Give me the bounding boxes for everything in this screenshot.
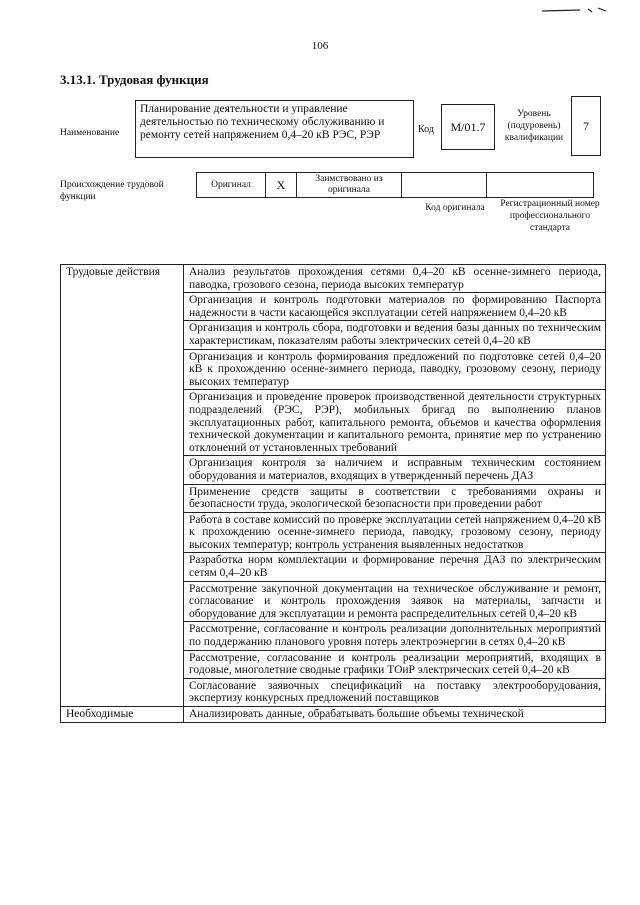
scan-corner-mark (540, 0, 610, 6)
skills-label: Необходимые (61, 707, 184, 723)
labor-action-row: Организация контроля за наличием и исправным техническим состоянием оборудования и материалов, входящих в утвержденный перечень ДАЗ (184, 456, 606, 484)
code-label: Код (418, 124, 434, 135)
labor-action-row: Согласование заявочных спецификаций на поставку электрооборудования, экспертизу конкурсных предложений поставщиков (184, 678, 606, 706)
labor-action-row: Рассмотрение, согласование и контроль реализации мероприятий, входящих в годовые, многолетние сводные графики ТОиР электрических сетей 0,4–20 кВ (184, 650, 606, 678)
original-mark-cell: X (266, 173, 297, 198)
skill-row: Анализировать данные, обрабатывать большие объемы технической (184, 707, 606, 723)
code-value-box: M/01.7 (441, 104, 495, 150)
labor-action-row: Работа в составе комиссий по проверке эксплуатации сетей напряжением 0,4–20 кВ к прохождению осенне-зимнего периода, паводку, грозовому сезону, периоду высоких температур; контроль устранения выявленных недостатков (184, 512, 606, 553)
name-label: Наименование (60, 128, 120, 138)
labor-action-row: Организация и контроль формирования предложений по подготовке сетей 0,4–20 кВ к прохождению осенне-зимнего периода, паводку, грозовому сезону, периоду высоких температур (184, 349, 606, 390)
original-code-cell (402, 173, 487, 198)
borrowed-cell: Заимствовано из оригинала (297, 173, 402, 198)
labor-action-row: Организация и проведение проверок производственной деятельности структурных подразделений (РЭС, РЭР), мобильных бригад по выполнению планов эксплуатационных работ, капитального ремонта, объемов и качества оформления технической документации и капитального ремонта, принятие мер по устранению отклонений от установленных требований (184, 390, 606, 456)
labor-action-row: Анализ результатов прохождения сетями 0,4–20 кВ осенне-зимнего периода, паводка, грозового сезона, периода высоких температур (184, 265, 606, 293)
labor-action-row: Разработка норм комплектации и формирование перечня ДАЗ по электрическим сетям 0,4–20 кВ (184, 553, 606, 581)
labor-action-row: Организация и контроль подготовки материалов по формированию Паспорта надежности в части касающейся эксплуатации сетей напряжением 0,4–20 кВ (184, 293, 606, 321)
origin-table (196, 172, 594, 198)
reg-number-cell (487, 173, 594, 198)
labor-action-row: Рассмотрение закупочной документации на техническое обслуживание и ремонт, согласование и контроль прохождения заявок на материалы, запчасти и оборудование для эксплуатации и ремонта распределительных сетей 0,4–20 кВ (184, 581, 606, 622)
origin-label: Происхождение трудовой функции (60, 180, 164, 202)
function-name-box: Планирование деятельности и управление деятельностью по техническому обслуживанию и ремонту сетей напряжением 0,4–20 кВ РЭС, РЭР (135, 100, 414, 158)
labor-action-row: Рассмотрение, согласование и контроль реализации дополнительных мероприятий по поддержанию планового уровня потерь электроэнергии в сетях 0,4–20 кВ (184, 622, 606, 650)
qualification-level-label: Уровень (подуровень) квалификации (504, 109, 564, 143)
labor-action-row: Организация и контроль сбора, подготовки и ведения базы данных по техническим характеристикам, показателям работы электрических сетей 0,4–20 кВ (184, 321, 606, 349)
qualification-level-box: 7 (571, 96, 601, 156)
section-heading: 3.13.1. Трудовая функция (60, 72, 209, 87)
original-code-caption: Код оригинала (425, 203, 485, 213)
reg-number-caption: Регистрационный номер профессионального стандарта (500, 199, 600, 233)
page-number: 106 (311, 40, 329, 52)
labor-action-row: Применение средств защиты в соответствии с требованиями охраны и безопасности труда, экологической безопасности при проведении работ (184, 484, 606, 512)
labor-actions-table (60, 264, 606, 723)
labor-actions-label: Трудовые действия (61, 265, 184, 707)
original-cell: Оригинал (197, 173, 266, 198)
